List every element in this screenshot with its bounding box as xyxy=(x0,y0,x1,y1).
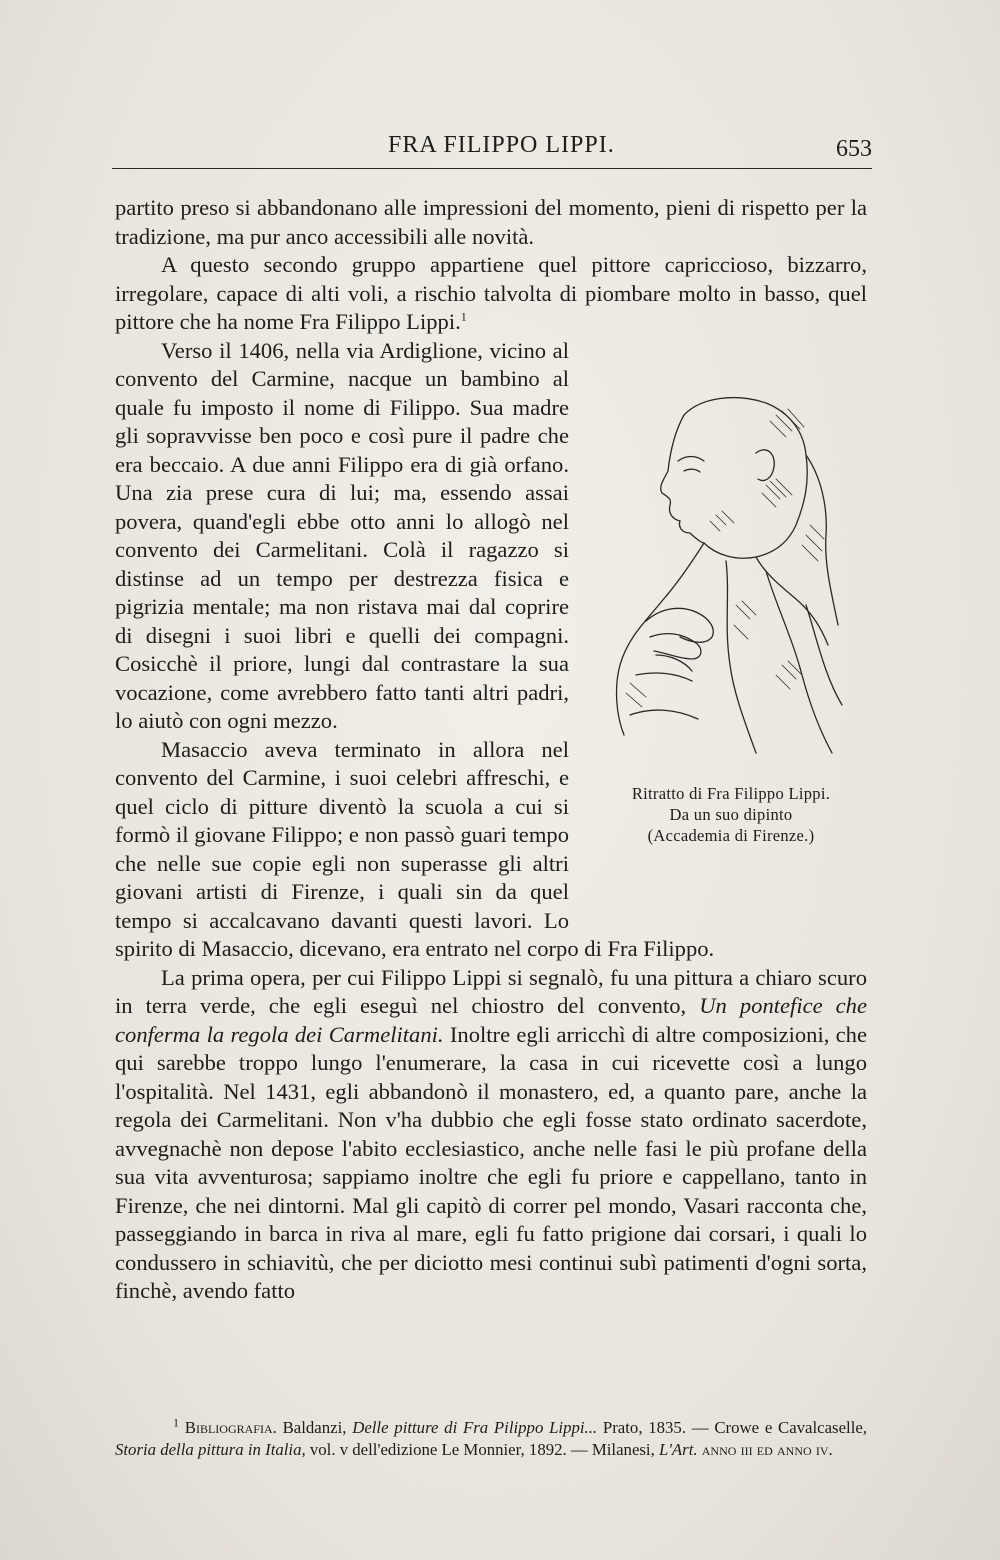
paragraph-1: partito preso si abbandonano alle impressioni del momento, pieni di rispetto per la tradizione, ma pur anco accessibili alle novità. xyxy=(115,195,867,249)
footnote-italic-1: Delle pitture di Fra Pilippo Lippi... xyxy=(352,1418,598,1437)
portrait-illustration xyxy=(606,375,856,761)
footnote-text-1: Baldanzi, xyxy=(282,1418,347,1437)
footnote-text-2: Prato, 1835. — Crowe e Cavalcaselle, xyxy=(602,1418,868,1437)
figure-caption xyxy=(595,783,867,846)
paragraph-5 xyxy=(115,964,867,1306)
caption-line-2: Da un suo dipinto xyxy=(669,804,793,824)
footnote xyxy=(115,1417,867,1461)
caption-line-1: Ritratto di Fra Filippo Lippi. xyxy=(631,783,831,803)
footnote-number: 1 xyxy=(173,1415,179,1430)
artwork-title: Un pontefice che conferma la regola dei Carmelitani. xyxy=(115,993,868,1047)
footnote-label: Bibliografia. xyxy=(184,1418,277,1437)
paragraph-3: Verso il 1406, nella via Ardiglione, vicino al convento del Carmine, nacque un bambino al quale fu imposto il nome di Filippo. Sua madre gli sopravvisse ben poco e così pure il padre che era beccaio. A due anni Filippo era di già orfano. Una zia prese cura di lui; ma, essendo assai povera, quand'egli ebbe otto anni lo allogò nel convento dei Carmelitani. Colà il ragazzo si distinse ad un tempo per destrezza fisica e pigrizia mentale; ma non ristava mai dal coprire di disegni i suoi libri e quelli dei compagni. Cosicchè il priore, lungi dal contrastare la sua vocazione, come avrebbero fatto tanti altri padri, lo aiutò con ogni mezzo. xyxy=(115,337,569,733)
footnote-text-4: anno iii ed anno iv. xyxy=(701,1440,833,1459)
page-number: 653 xyxy=(836,136,872,162)
caption-line-3: (Accademia di Firenze.) xyxy=(647,825,815,845)
running-title: FRA FILIPPO LIPPI. xyxy=(388,132,615,158)
footnote-text-3: vol. v dell'edizione Le Monnier, 1892. — Milanesi, xyxy=(309,1440,655,1459)
paragraph-2-text: A questo secondo gruppo appartiene quel pittore capriccioso, bizzarro, irregolare, capace di alti voli, a rischio talvolta di piombare molto in basso, quel pittore che ha nome Fra Filippo Lippi. xyxy=(115,252,867,334)
paragraph-4: Masaccio aveva terminato in allora nel convento del Carmine, i suoi celebri affreschi, e quel ciclo di pitture diventò la scuola a cui si formò il giovane Filippo; e non passò guari tempo che nelle sue copie egli non superasse gli altri giovani artisti di Firenze, i quali sin da quel tempo si accalcavano davanti questi lavori. Lo spirito di Masaccio, dicevano, era entrato nel corpo di Fra Filippo. xyxy=(115,736,715,961)
paragraph-2 xyxy=(115,251,867,337)
paragraph-5-text-b: Inoltre egli arricchì di altre composizioni, che qui sarebbe troppo lungo l'enumerare, la casa in cui ricevette così a lungo l'ospitalità. Nel 1431, egli abbandonò il monastero, ed, a quanto pare, anche la regola dei Carmelitani. Non v'ha dubbio che egli fosse stato ordinato sacerdote, avvegnachè non depose l'abito ecclesiastico, anche nelle fasi le più profane della sua vita avventurosa; sappiamo inoltre che egli fu priore e cappellano, tanto in Firenze, che nei dintorni. Mal gli capitò di correr pel mondo, Vasari racconta che, passeggiando in barca in riva al mare, egli fu fatto prigione dai corsari, i quali lo condussero in schiavitù, che per diciotto mesi continui subì patimenti d'ogni sorta, finchè, avendo fatto xyxy=(115,1021,868,1303)
footnote-italic-3: L'Art. xyxy=(658,1440,698,1459)
paragraph-5-text-a: La prima opera, per cui Filippo Lippi si segnalò, fu una pittura a chiaro scuro in terra verde, che egli eseguì nel chiostro del convento, xyxy=(115,964,867,1018)
running-head xyxy=(112,128,872,169)
footnote-italic-2: Storia della pittura in Italia, xyxy=(115,1440,306,1459)
main-text xyxy=(115,194,867,1306)
footnote-marker: 1 xyxy=(460,309,467,324)
portrait-figure xyxy=(595,365,867,913)
